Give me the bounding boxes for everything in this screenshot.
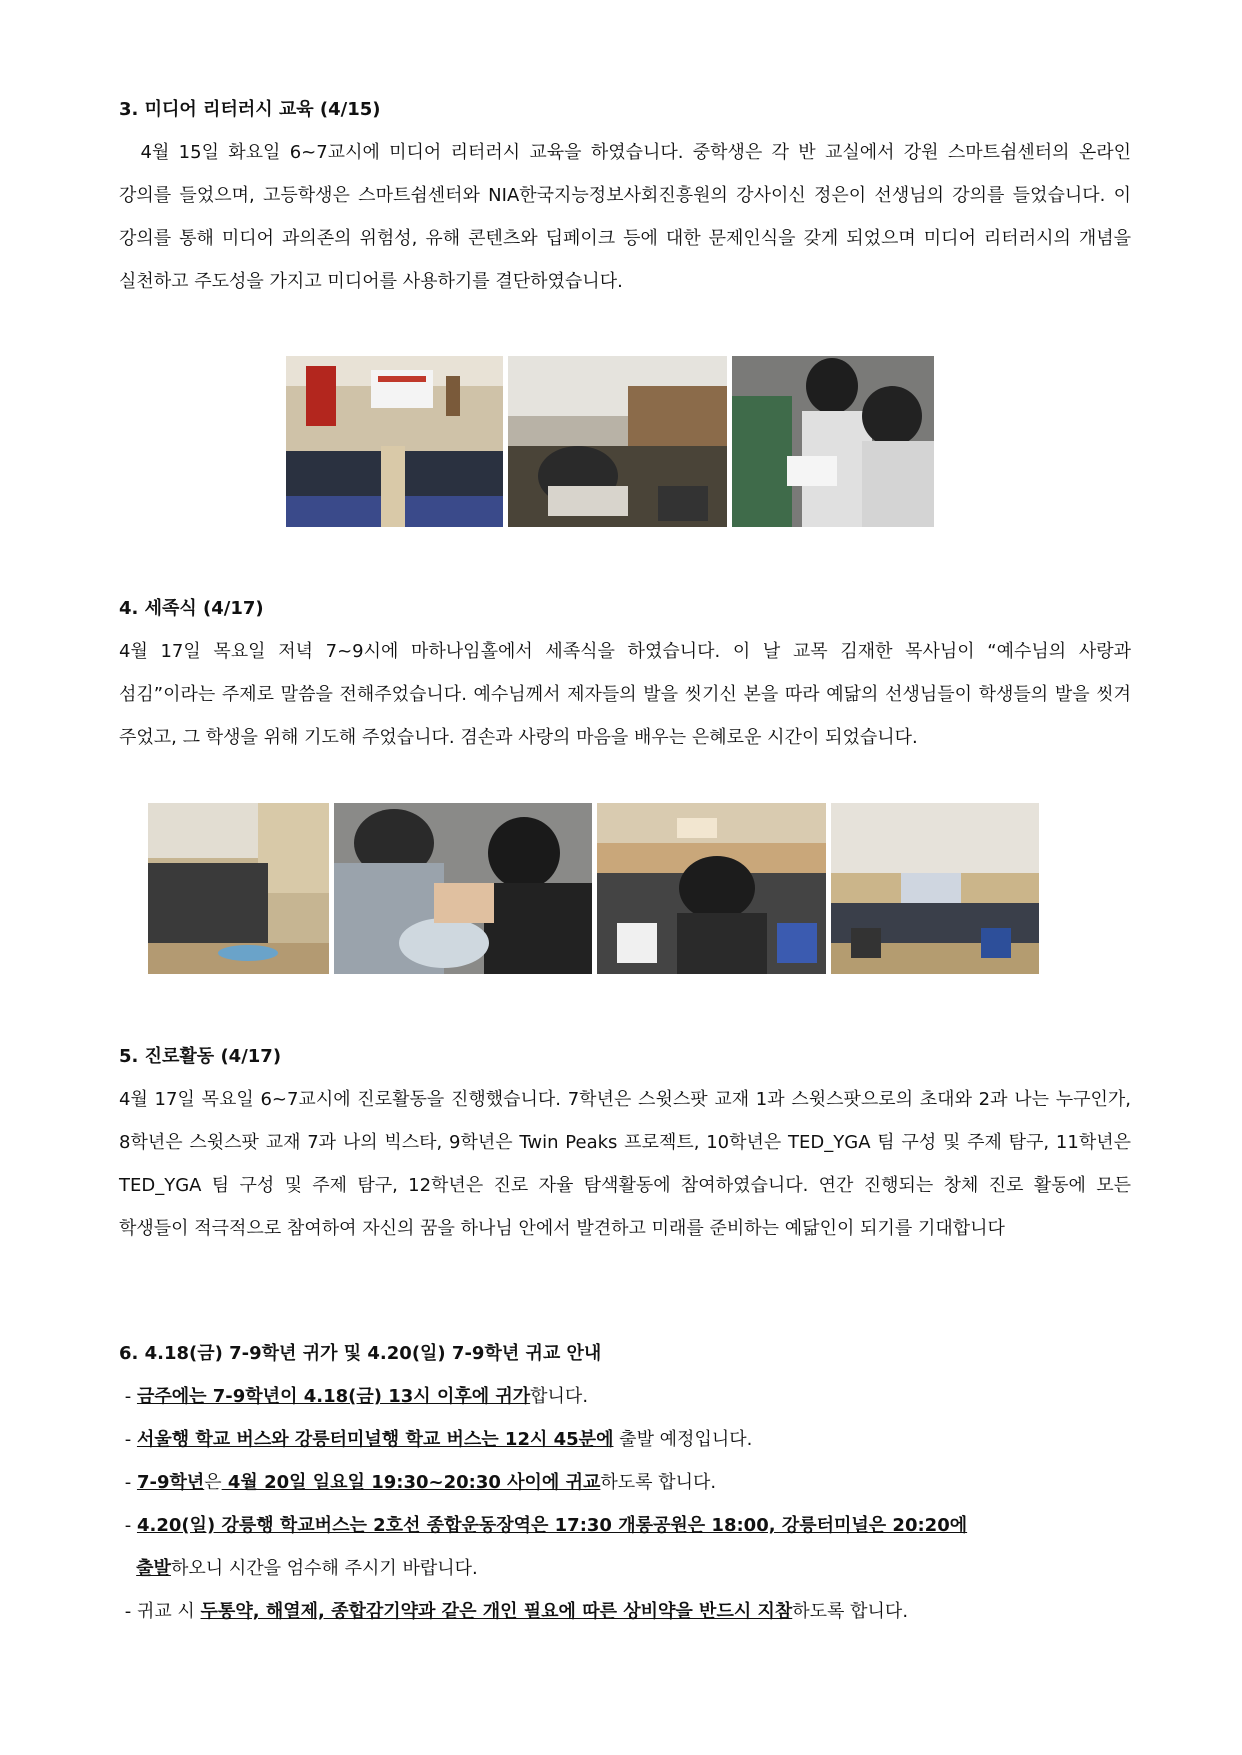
photo-hugging-students — [597, 803, 826, 974]
photo-hall-wide-view — [831, 803, 1039, 974]
section-body: 4월 17일 목요일 6~7교시에 진로활동을 진행했습니다. 7학년은 스윗스팟 교재 1과 스윗스팟으로의 초대와 2과 나는 누구인가, 8학년은 스윗스팟 교재 7과 나의 빅스타, 9학년은 Twin Peaks 프로젝트, 10학년은 TED_YGA 팀 구성 및 주제 탐구, 11학년은 TED_YGA 팀 구성 및 주제 탐구, 12학년은 진로 자율 탐색활동에 참여하였습니다. 연간 진행되는 창체 진로 활동에 모든 학생들이 적극적으로 참여하여 자신의 꿈을 하나님 안에서 발견하고 미래를 준비하는 예닮인이 되기를 기대합니다 — [119, 1089, 1131, 1239]
photo-row-media-literacy — [286, 356, 934, 527]
section-career-activities — [119, 1045, 1131, 1250]
photo-students-seated — [732, 356, 934, 527]
section-home-return-notice — [119, 1342, 1131, 1633]
notice-heading: 6. 4.18(금) 7-9학년 귀가 및 4.20(일) 7-9학년 귀교 안내 — [119, 1343, 602, 1364]
notice-line-medicine: - 귀교 시 두통약, 해열제, 종합감기약과 같은 개인 필요에 따른 상비약을 반드시 지참하도록 합니다. — [119, 1601, 909, 1622]
section-body: 4월 17일 목요일 저녁 7~9시에 마하나임홀에서 세족식을 하였습니다. 이 날 교목 김재한 목사님이 “예수님의 사랑과 섬김”이라는 주제로 말씀을 전해주었습니다. 예수님께서 제자들의 발을 씻기신 본을 따라 예닮의 선생님들이 학생들의 발을 씻겨 주었고, 그 학생을 위해 기도해 주었습니다. 겸손과 사랑의 마음을 배우는 은혜로운 시간이 되었습니다. — [119, 641, 1131, 748]
photo-washing-feet-closeup — [334, 803, 592, 974]
section-foot-washing — [119, 597, 1131, 759]
notice-line-return-time: - 7-9학년은 4월 20일 일요일 19:30~20:30 사이에 귀교하도록 합니다. — [119, 1472, 717, 1493]
notice-line-bus-departure: - 서울행 학교 버스와 강릉터미널행 학교 버스는 12시 45분에 출발 예정입니다. — [119, 1429, 753, 1450]
section-heading: 4. 세족식 (4/17) — [119, 598, 264, 619]
photo-auditorium-lecture — [286, 356, 503, 527]
section-media-literacy — [119, 98, 1131, 303]
notice-line-departure: - 금주에는 7-9학년이 4.18(금) 13시 이후에 귀가합니다. — [119, 1386, 589, 1407]
section-heading: 3. 미디어 리터러시 교육 (4/15) — [119, 99, 381, 120]
section-body: 4월 15일 화요일 6~7교시에 미디어 리터러시 교육을 하였습니다. 중학생은 각 반 교실에서 강원 스마트쉼센터의 온라인 강의를 들었으며, 고등학생은 스마트쉼센터와 NIA한국지능정보사회진흥원의 강사이신 정은이 선생님의 강의를 들었습니다. 이 강의를 통해 미디어 과의존의 위험성, 유해 콘텐츠와 딥페이크 등에 대한 문제인식을 갖게 되었으며 미디어 리터러시의 개념을 실천하고 주도성을 가지고 미디어를 사용하기를 결단하였습니다. — [119, 142, 1131, 292]
notice-line-bus-schedule: - 4.20(일) 강릉행 학교버스는 2호선 종합운동장역은 17:30 개롱공원은 18:00, 강릉터미널은 20:20에 — [119, 1515, 968, 1536]
photo-row-foot-washing — [148, 803, 1039, 974]
notice-line-bus-schedule-cont: 출발하오니 시간을 엄수해 주시기 바랍니다. — [136, 1558, 478, 1579]
section-heading: 5. 진로활동 (4/17) — [119, 1046, 282, 1067]
photo-hall-side-view — [148, 803, 329, 974]
photo-classroom-students — [508, 356, 727, 527]
